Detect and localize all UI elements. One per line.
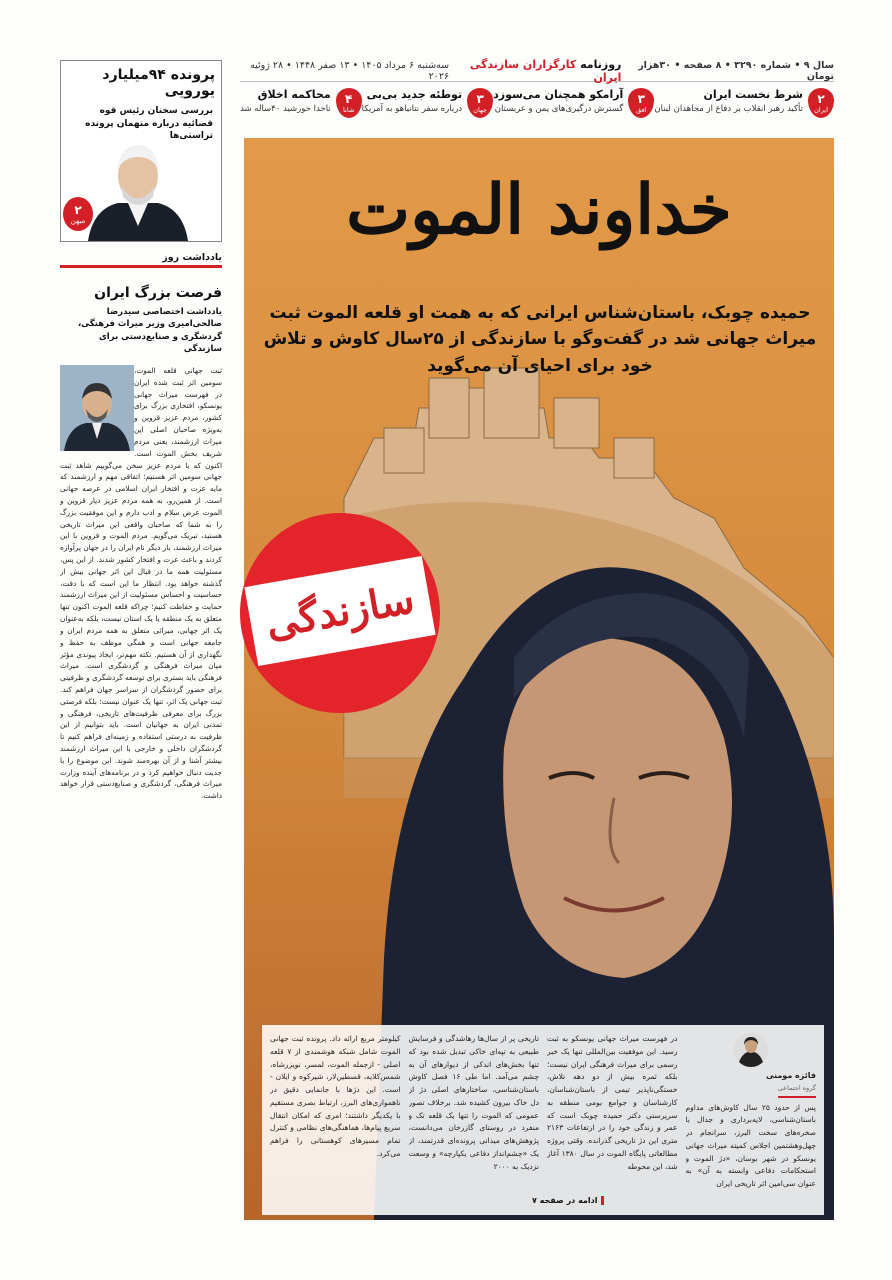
teaser-title: توطئه جدید بی‌بی — [366, 88, 463, 101]
side-story-box[interactable] — [60, 60, 222, 242]
page-badge: ۳ جهان — [467, 88, 493, 118]
teaser-title: محاکمه اخلاق — [257, 88, 331, 101]
author-role: گروه اجتماعی — [778, 1083, 816, 1098]
interview-panel — [262, 1025, 824, 1215]
article-column: در فهرست میراث جهانی یونسکو به ثبت رسید. این موفقیت بین‌المللی تنها یک خبر رسمی برای میراث فرهنگی ایران نیست؛ بلکه ثمره بیش از دو دهه تلاش، خستگی‌ناپذیر تیمی از باستان‌شناسان، کارشناسان و جوامع بومی منطقه به سرپرستی دکتر حمیده چوبک است که عمر و زندگی خود را در ارتفاعات ۲۱۶۳ متری این دژ تاریخی گذرانده. وقتی پروژه مطالعاتی پایگاه الموت در سال ۱۳۸۰ آغاز شد، این محوطه — [547, 1034, 678, 1171]
continue-link[interactable]: ادامه در صفحه ۷ — [532, 1196, 604, 1205]
author-box — [686, 1033, 817, 1102]
teaser-subtitle: ناخدا خورشید ۴۰ساله شد — [240, 104, 331, 114]
teaser-subtitle: تأکید رهبر انقلاب بر دفاع از مجاهدان لبنان — [654, 104, 803, 114]
article-column: تاریخی پر از سال‌ها رهاشدگی و فرسایش طبیعی به تپه‌ای خاکی تبدیل شده بود که تنها بخش‌های اندکی از دیوارهای آن به چشم می‌آمد. اما طی ۱۶ فصل کاوش باستان‌شناسی، ساختارهای اصلی دژ از دل خاک بیرون کشیده شد. برخلاف تصور عمومی که الموت را تنها یک قلعه تک و منفرد در روستای گازرخان می‌دانست، پژوهش‌های میدانی پرونده‌ای قدرتمند، از یک «چشم‌انداز دفاعی یکپارچه» و وسعت نزدیک به ۲۰۰۰ — [408, 1034, 539, 1171]
logo-text: سازندگی — [244, 556, 435, 666]
issue-info: سال ۹ • شماره ۳۲۹۰ • ۸ صفحه • ۳۰هزار تومان — [638, 59, 834, 82]
headline-deck: حمیده چوبک، باستان‌شناس ایرانی که به همت او قلعه الموت ثبت میراث جهانی شد در گفت‌وگو با سازندگی از ۲۵سال کاوش و تلاش خود برای احیای آن می‌گوید — [263, 303, 817, 376]
teaser-strip — [240, 88, 834, 128]
editorial-body — [60, 365, 222, 1245]
section-label: یادداشت روز — [60, 252, 222, 268]
teaser-title: آرامکو همچنان می‌سوزد — [493, 88, 624, 101]
author-portrait — [60, 365, 134, 451]
paper-name[interactable] — [449, 58, 621, 84]
editorial-text: ثبت جهانی قلعه الموت، سومین اثر ثبت شده ایران در فهرست میراث جهانی یونسکو، افتخاری بزرگ برای کشور، مردم عزیز قزوین و به‌ویژه صاحبان اصلی این میراث ارزشمند، یعنی مردم شریف بخش الموت است. اکنون که با مردم عزیز سخن می‌گوییم شاهد ثبت جهانی سومین اثر هستیم؛ اتفاقی مهم و ارزشمند که مایه عزت و افتخار ایران اسلامی در عرصه جهانی است. از همین‌رو، به همه مردم عزیز دیار قزوین و الموت عرض سلام و ادب دارم و این موفقیت بزرگ را به شما که صاحبان واقعی این میراث تاریخی هستید، تبریک می‌گویم. مردم الموت و قزوین با این میراث ارزشمند، بار دیگر نام ایران را در جهان پرآوازه کردند و باعث عزت و افتخار کشور شدند. از این پس، مسئولیت همه ما در قبال این اثر جهانی بیش از گذشته خواهد بود. انتظار ما این است که با دقت، حساسیت و احساس مسئولیت از این میراث ارزشمند حمایت و حفاظت کنیم؛ چراکه قلعه الموت اکنون تنها متعلق به یک منطقه یا یک استان نیست، بلکه به‌عنوان یک اثر جهانی، میراثی متعلق به همه مردم ایران و جامعه جهانی است و همگی موظف به حفظ و نگهداری از آن هستیم. نکته مهم‌تر، ایجاد پیوندی مؤثر میان میراث فرهنگی و گردشگری است. میراث فرهنگی باید بستری برای توسعه گردشگری و ظرفیتی برای حضور گردشگران از سراسر جهان فراهم کند. ثبت جهانی یک اثر، تنها یک عنوان نیست؛ بلکه فرصتی بزرگ برای معرفی ظرفیت‌های تاریخی، فرهنگی و تمدنی ایران به جهانیان است. باید بتوانیم از این ظرفیت به درستی استفاده و زمینه‌ای فراهم کنیم تا گردشگران داخلی و خارجی با این میراث ارزشمند بیشتر آشنا و از آن بهره‌مند شوند. این موضوع را با جدیت دنبال خواهیم کرد و در برنامه‌های آینده وزارت میراث فرهنگی، گردشگری و صنایع‌دستی قرار خواهد داشت. — [60, 366, 222, 801]
issue-date: سه‌شنبه ۶ مرداد ۱۴۰۵ • ۱۳ صفر ۱۴۴۸ • ۲۸ ژوئیه ۲۰۲۶ — [250, 59, 450, 82]
teaser-title: شرط نخست ایران — [703, 88, 803, 101]
teaser-subtitle: درباره سفر نتانیاهو به آمریکا — [361, 104, 463, 114]
teaser-subtitle: گسترش درگیری‌های یمن و عربستان — [494, 104, 624, 114]
sazandegi-logo — [240, 513, 440, 713]
author-avatar — [734, 1033, 768, 1067]
article-column: کیلومتر مربع ارائه داد. پرونده ثبت جهانی الموت شامل شبکه هوشمندی از ۷ قلعه اصلی - ازجمله الموت، لمسر، نویزرشاه، شمس‌کلایه، قسطین‌لار، شیرکوه و ایلان - است. این دژها با جانمایی دقیق در ناهمواری‌های البرز، ارتباط بصری مستقیم با یکدیگر داشتند؛ امری که امکان انتقال سریع پیام‌ها، هماهنگی‌های نظامی و کنترل تمام مسیرهای کوهستانی را فراهم می‌کرد. — [270, 1034, 401, 1158]
side-story-title: پرونده ۹۴میلیارد یورویی — [102, 67, 215, 99]
side-story-subtitle: بررسی سخنان رئیس قوه قضائیه درباره متهمان پرونده تراستی‌ها — [85, 106, 213, 142]
page-badge: ۲ ایران — [808, 88, 834, 118]
page-badge: ۳ افق — [628, 88, 654, 118]
main-headline[interactable]: خداوند الموت — [346, 170, 732, 250]
editorial-subtitle: یادداشت اختصاصی سیدرضا صالحی‌امیری وزیر میراث فرهنگی، گردشگری و صنایع‌دستی برای سازندگی — [77, 307, 222, 354]
article-column — [686, 1033, 817, 1207]
teaser-item[interactable] — [362, 88, 493, 128]
page-badge: ۲ میهن — [63, 197, 93, 231]
official-portrait — [83, 131, 193, 241]
page-badge: ۴ شانا — [336, 88, 362, 118]
masthead-bar — [240, 57, 834, 84]
teaser-item[interactable] — [240, 88, 362, 128]
paper-title: کارگزاران سازندگی ایران — [469, 57, 622, 84]
author-name: فائزه مومنی — [765, 1071, 816, 1080]
teaser-item[interactable] — [493, 88, 654, 128]
paper-prefix: روزنامه — [580, 57, 622, 71]
article-text: پس از حدود ۲۵ سال کاوش‌های مداوم باستان‌شناسی، لایه‌برداری و جدال با صخره‌های سخت البرز، سرانجام در چهل‌وهشتمین اجلاس کمیته میراث جهانی یونسکو در شهر بوسان، «دژ الموت و استحکامات دفاعی وابسته به آن» به عنوان سی‌امین اثر تاریخی ایران — [685, 1102, 816, 1189]
editorial-title[interactable]: فرصت بزرگ ایران — [94, 285, 222, 301]
teaser-item[interactable] — [654, 88, 834, 128]
